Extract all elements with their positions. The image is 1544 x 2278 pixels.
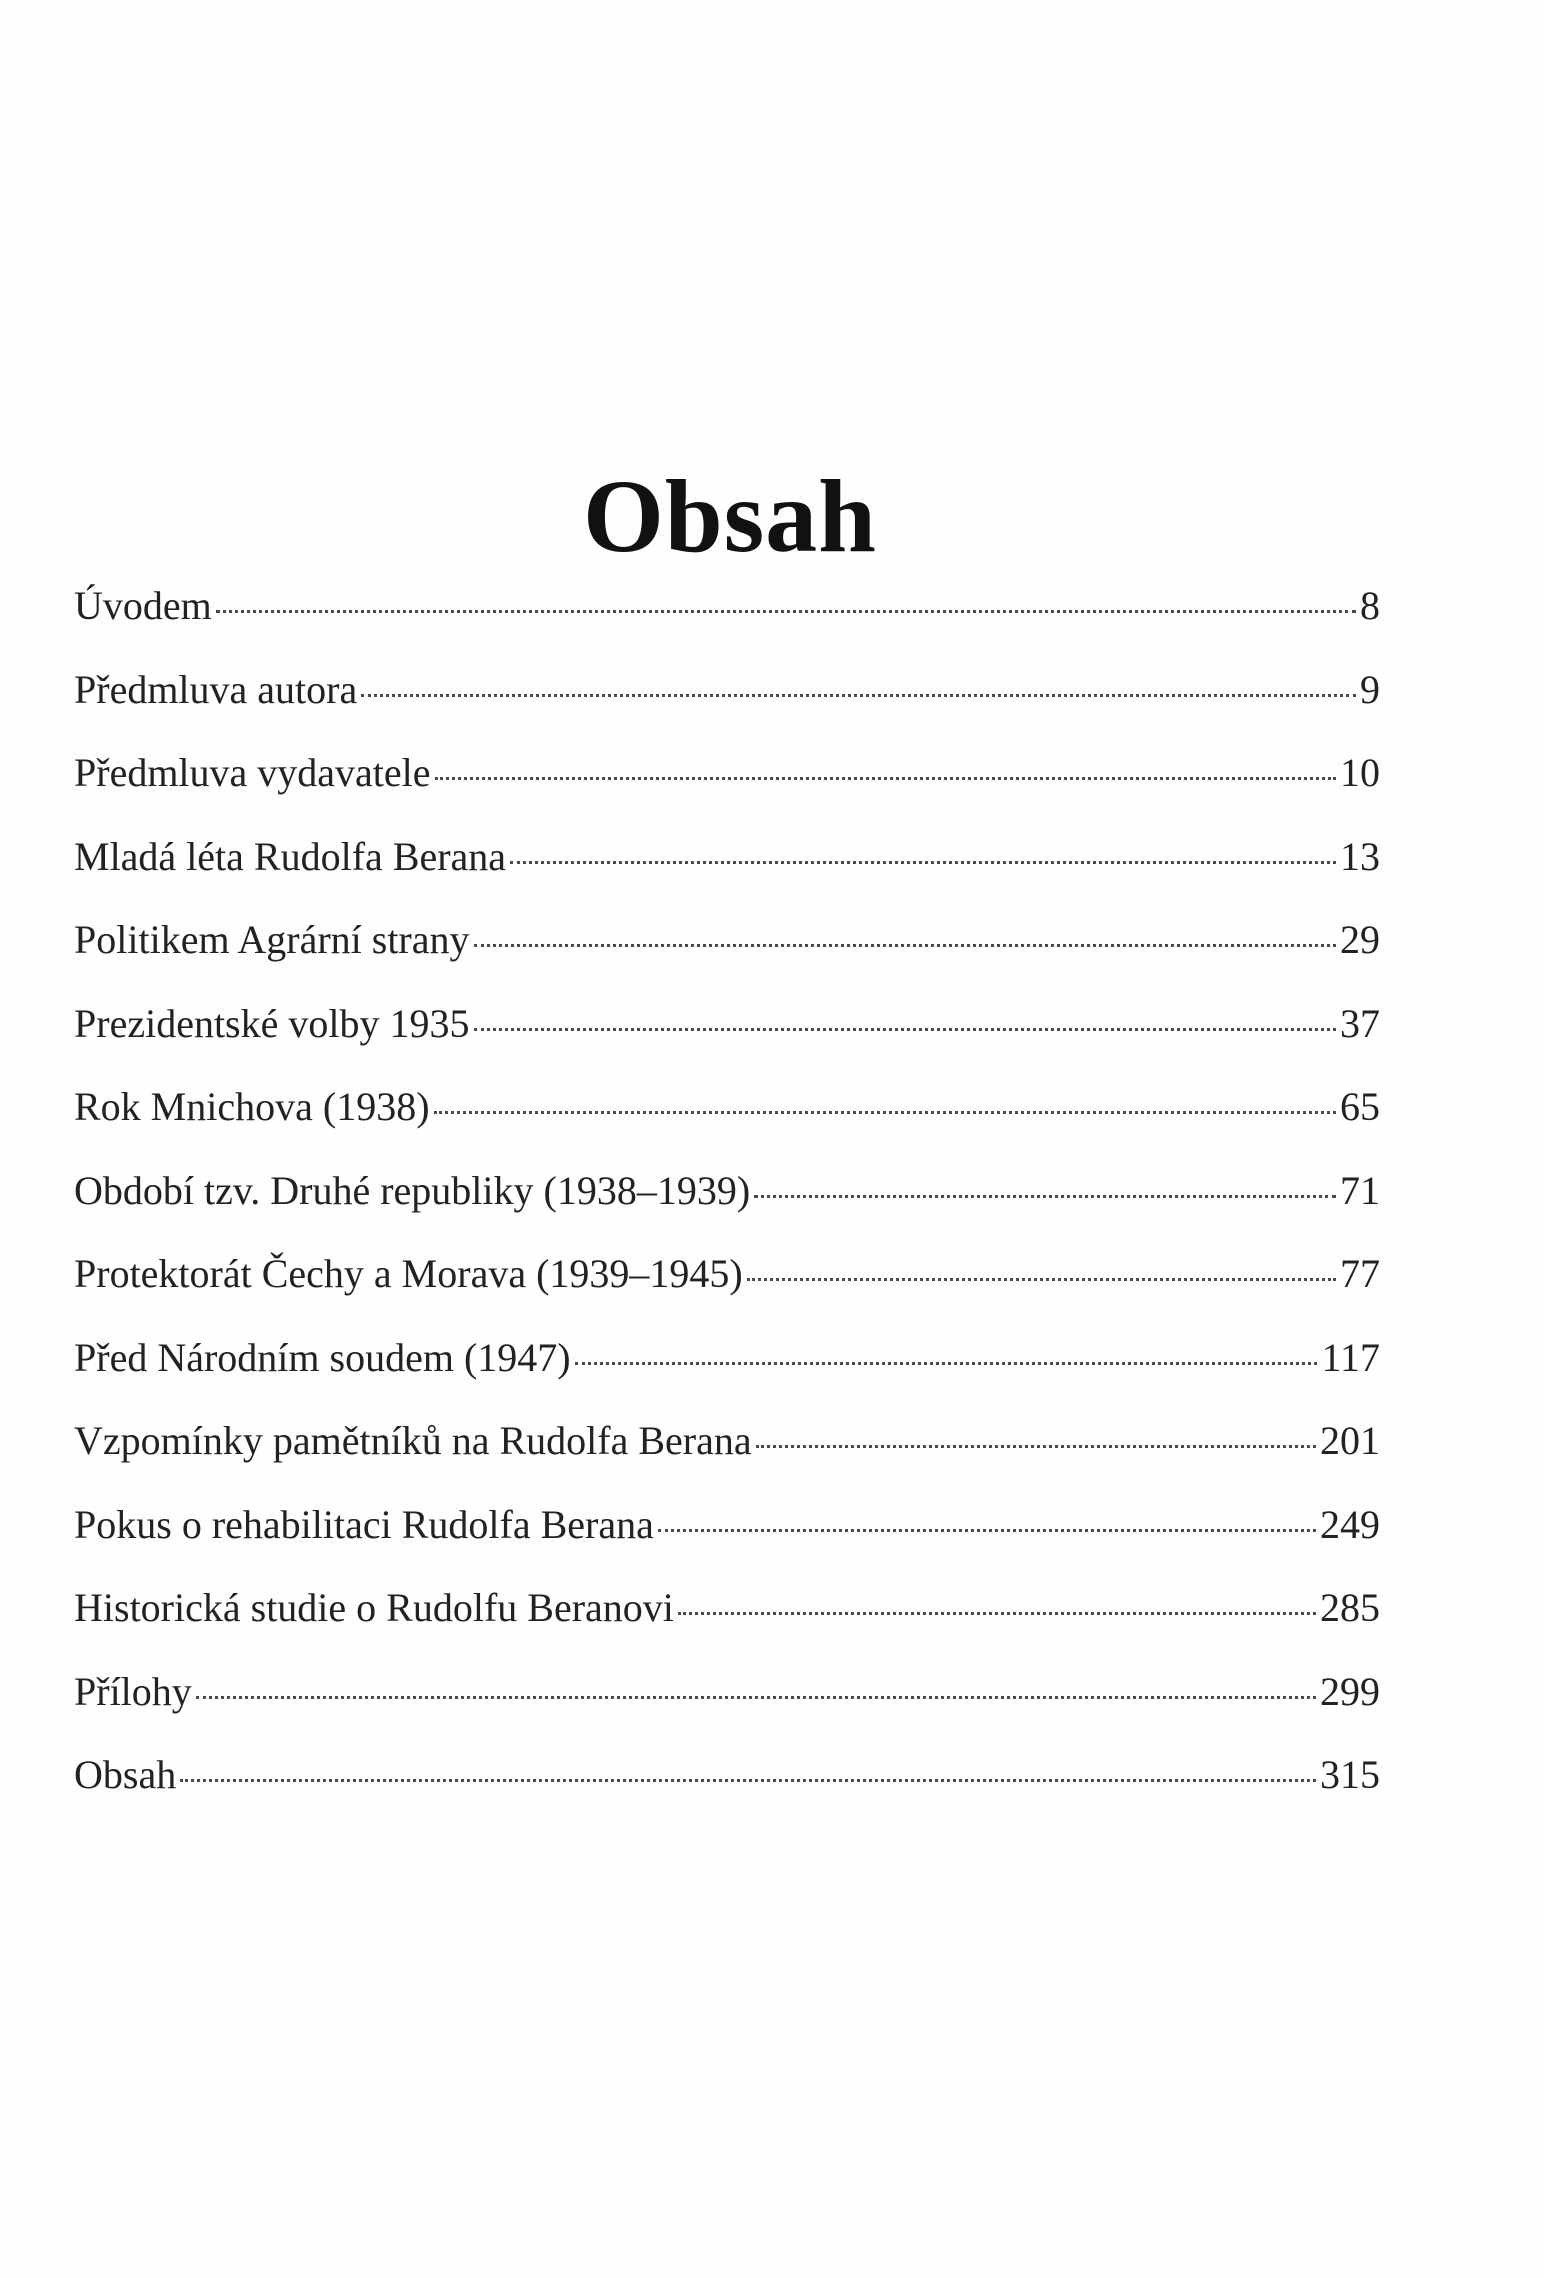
toc-entry xyxy=(74,833,1380,917)
toc-entry-page: 10 xyxy=(1340,750,1380,795)
toc-entry-title: Prezidentské volby 1935 xyxy=(74,1000,470,1046)
toc-entry xyxy=(74,749,1380,833)
toc-entry-page: 249 xyxy=(1320,1501,1380,1547)
toc-entry-title: Období tzv. Druhé republiky (1938–1939) xyxy=(74,1167,751,1213)
toc-entry xyxy=(74,1000,1380,1084)
toc-entry-title: Mladá léta Rudolfa Berana xyxy=(74,833,507,879)
toc-entry xyxy=(74,1751,1380,1835)
toc-entry xyxy=(74,1668,1380,1752)
dot-leader xyxy=(216,610,1356,613)
toc-entry-page: 9 xyxy=(1360,666,1380,712)
toc-entry-page: 299 xyxy=(1320,1668,1380,1714)
toc-entry-title: Politikem Agrární strany xyxy=(74,917,470,962)
toc-entry xyxy=(74,1167,1380,1251)
toc-entry xyxy=(74,666,1380,750)
dot-leader xyxy=(678,1612,1316,1615)
toc-entry-page: 29 xyxy=(1340,917,1380,962)
toc-entry xyxy=(74,1334,1380,1418)
toc-entry-page: 8 xyxy=(1360,583,1380,628)
dot-leader xyxy=(510,861,1336,864)
dot-leader xyxy=(747,1278,1336,1281)
toc-entry xyxy=(74,1083,1380,1167)
toc-entry-title: Úvodem xyxy=(74,583,212,628)
toc-entry-title: Přílohy xyxy=(74,1668,192,1714)
table-of-contents xyxy=(74,582,1380,1835)
dot-leader xyxy=(754,1195,1336,1198)
dot-leader xyxy=(361,694,1356,697)
dot-leader xyxy=(658,1529,1316,1532)
toc-entry-page: 315 xyxy=(1320,1752,1380,1797)
toc-entry-page: 285 xyxy=(1320,1585,1380,1630)
toc-entry-page: 13 xyxy=(1340,833,1380,879)
dot-leader xyxy=(180,1779,1316,1782)
toc-entry-page: 71 xyxy=(1340,1167,1380,1213)
toc-entry xyxy=(74,1417,1380,1501)
toc-entry-title: Protektorát Čechy a Morava (1939–1945) xyxy=(74,1251,743,1296)
toc-entry-page: 37 xyxy=(1340,1000,1380,1046)
toc-entry xyxy=(74,1250,1380,1334)
dot-leader xyxy=(575,1362,1318,1365)
toc-entry-title: Před Národním soudem (1947) xyxy=(74,1334,571,1380)
dot-leader xyxy=(435,777,1336,780)
toc-entry-title: Historická studie o Rudolfu Beranovi xyxy=(74,1585,674,1630)
dot-leader xyxy=(474,944,1336,947)
toc-entry xyxy=(74,916,1380,1000)
toc-entry xyxy=(74,582,1380,666)
toc-entry-page: 77 xyxy=(1340,1251,1380,1296)
dot-leader xyxy=(196,1696,1316,1699)
toc-entry-title: Vzpomínky pamětníků na Rudolfa Berana xyxy=(74,1418,752,1463)
toc-entry-page: 117 xyxy=(1321,1334,1380,1380)
dot-leader xyxy=(474,1028,1337,1031)
toc-entry-title: Obsah xyxy=(74,1752,177,1797)
toc-entry-title: Předmluva autora xyxy=(74,666,358,712)
dot-leader xyxy=(434,1111,1336,1114)
toc-entry xyxy=(74,1584,1380,1668)
dot-leader xyxy=(756,1445,1316,1448)
toc-entry-page: 201 xyxy=(1320,1418,1380,1463)
toc-entry-title: Předmluva vydavatele xyxy=(74,750,431,795)
toc-entry-title: Pokus o rehabilitaci Rudolfa Berana xyxy=(74,1501,654,1547)
toc-entry-page: 65 xyxy=(1340,1084,1380,1129)
toc-entry-title: Rok Mnichova (1938) xyxy=(74,1084,430,1129)
toc-entry xyxy=(74,1501,1380,1585)
page-title: Obsah xyxy=(582,458,878,574)
